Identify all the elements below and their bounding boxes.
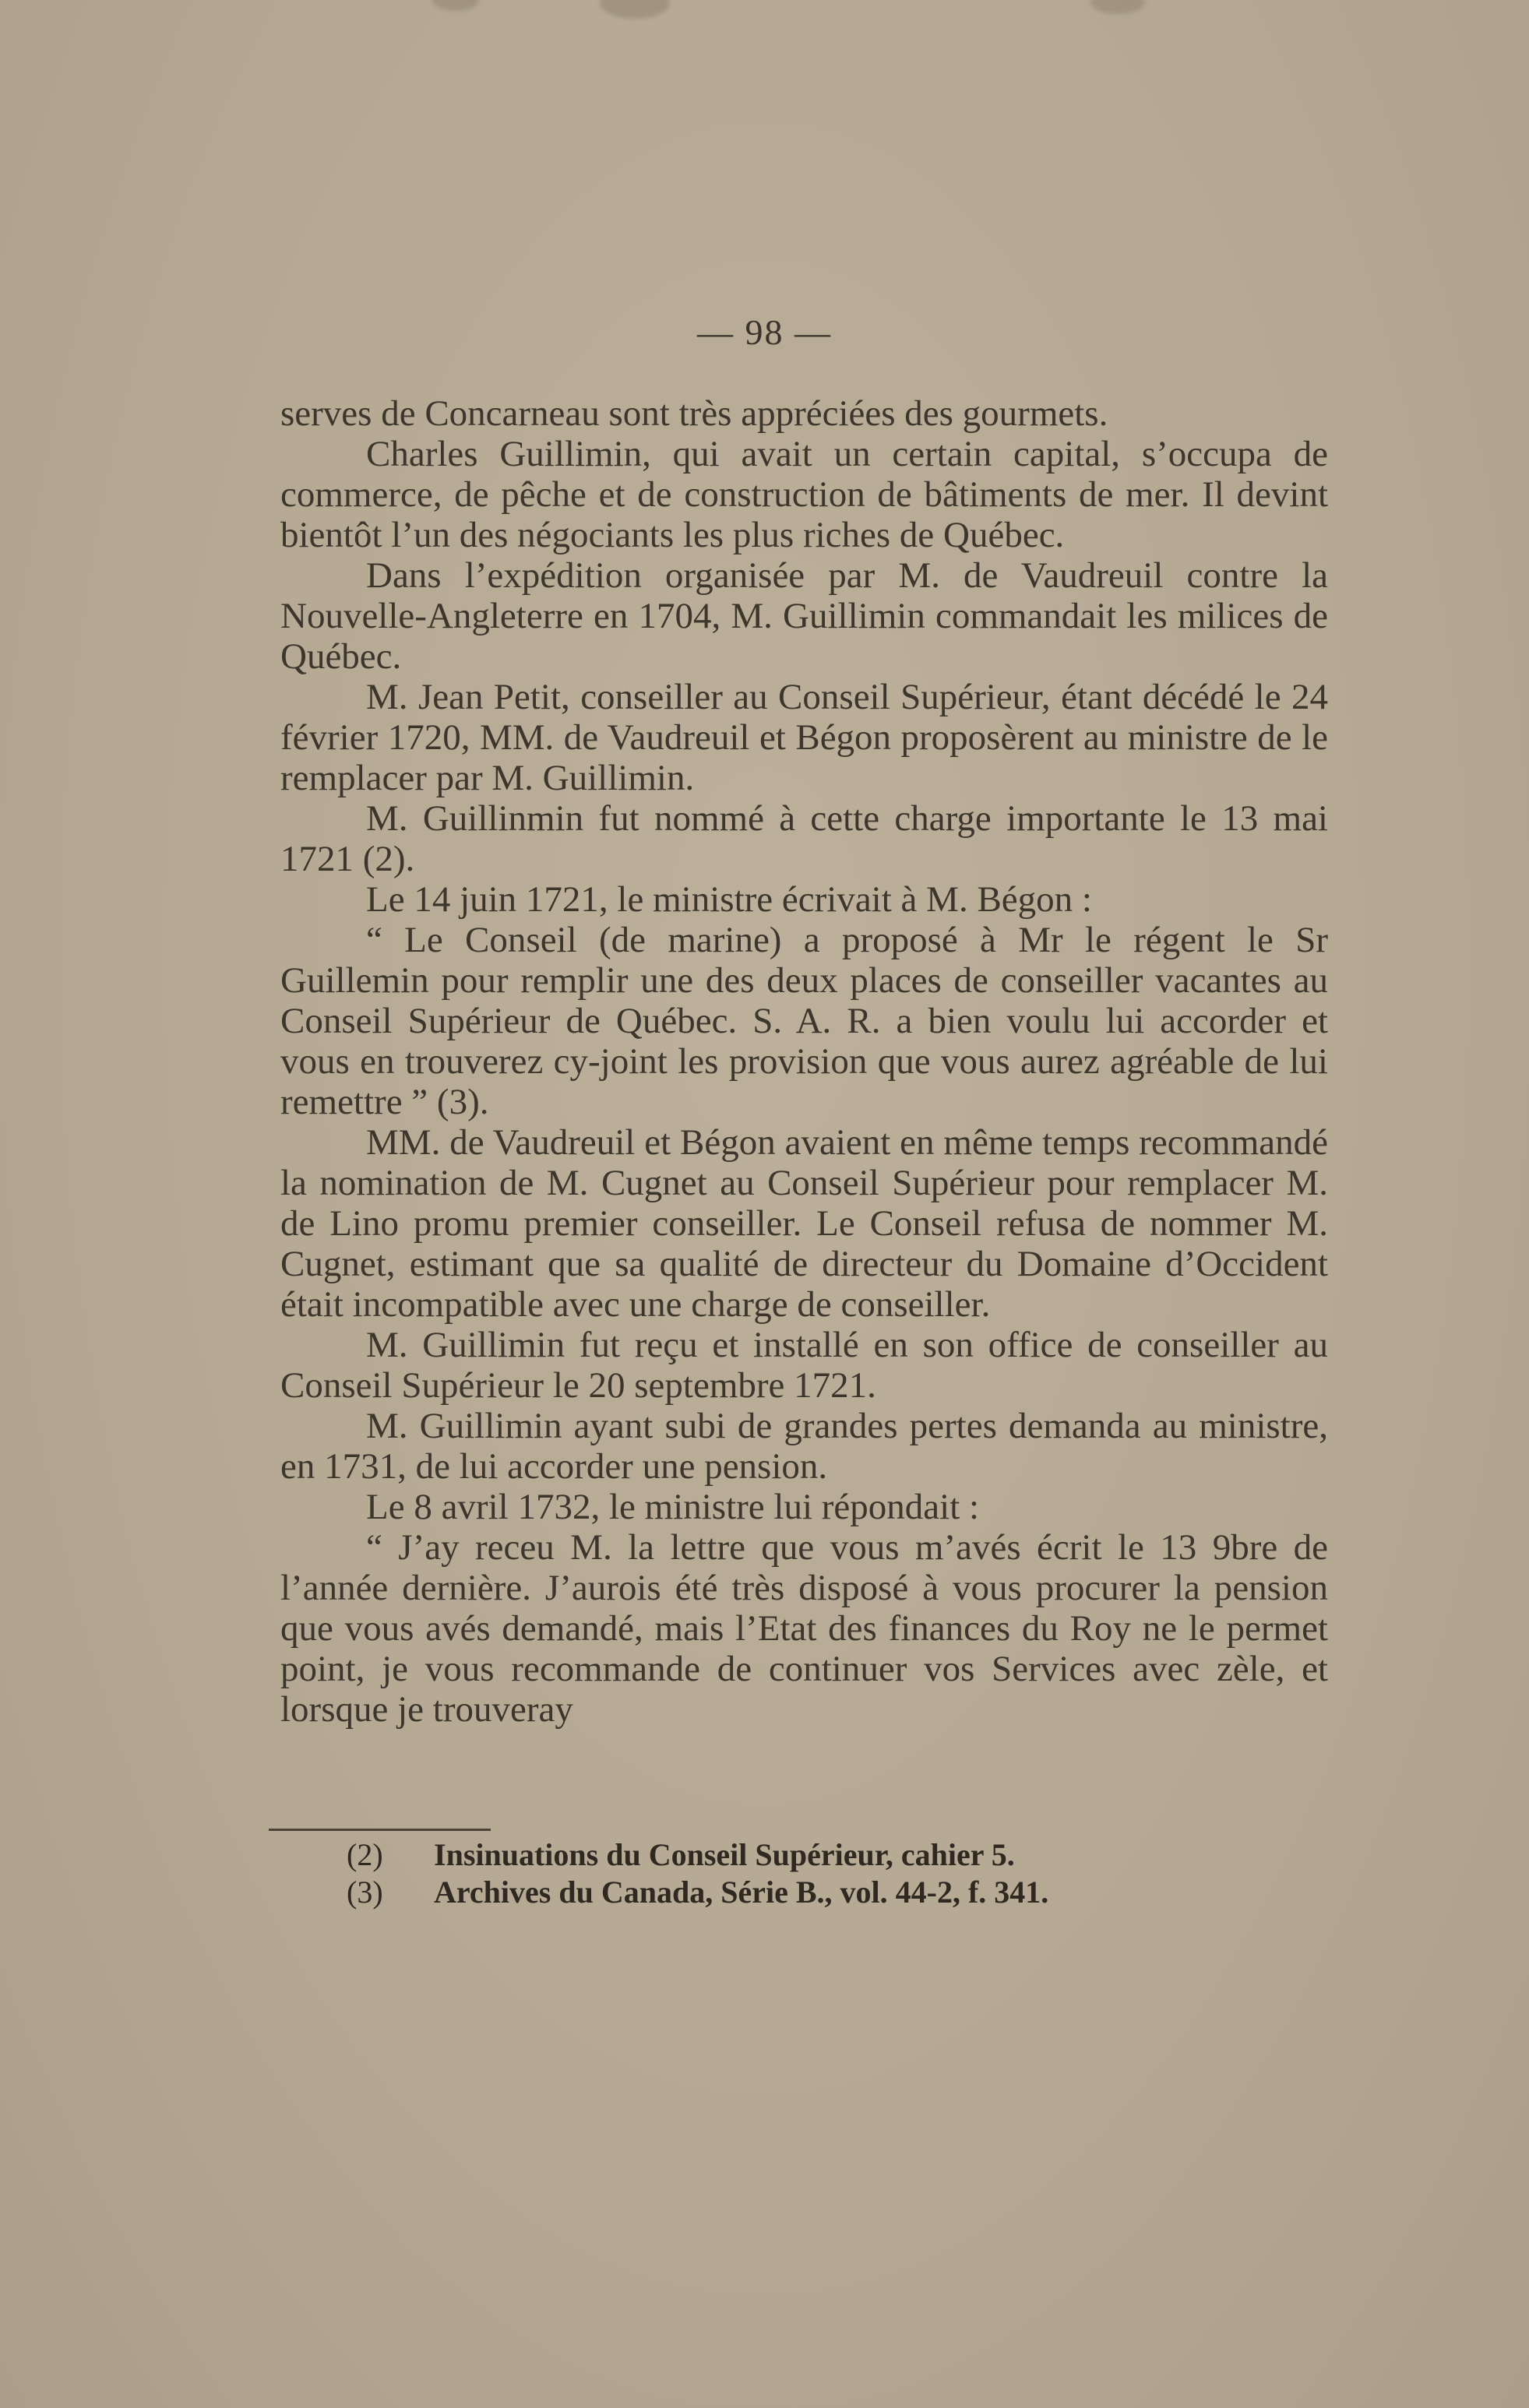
paragraph: Dans l’expédition organisée par M. de Vaudreuil contre la Nouvelle-Angleterre en 1704, M. Guillimin commandait les milices de Québec. bbox=[280, 555, 1328, 677]
paragraph: M. Guillimin fut reçu et installé en son office de conseiller au Conseil Supérieur le 20 septembre 1721. bbox=[280, 1325, 1328, 1406]
body-text bbox=[280, 393, 1328, 1730]
footnote bbox=[347, 1874, 1281, 1911]
paragraph: M. Guillimin ayant subi de grandes pertes demanda au ministre, en 1731, de lui accorder une pension. bbox=[280, 1406, 1328, 1487]
footnote-text: Insinuations du Conseil Supérieur, cahier 5. bbox=[434, 1837, 1015, 1872]
paper-stain bbox=[1090, 0, 1145, 14]
footnote bbox=[347, 1836, 1281, 1874]
footnote-text: Archives du Canada, Série B., vol. 44-2, f. 341. bbox=[434, 1875, 1049, 1910]
paper-stain bbox=[432, 0, 479, 11]
footnote-number: (2) bbox=[347, 1837, 383, 1872]
paragraph: MM. de Vaudreuil et Bégon avaient en même temps recommandé la nomination de M. Cugnet au Conseil Supérieur pour remplacer M. de Lino promu premier conseiller. Le Conseil refusa de nommer M. Cugnet, estimant que sa qualité de directeur du Domaine d’Occident était incompatible avec une charge de conseiller. bbox=[280, 1122, 1328, 1325]
paragraph: Le 8 avril 1732, le ministre lui répondait : bbox=[366, 1487, 980, 1527]
paragraph: “ Le Conseil (de marine) a proposé à Mr le régent le Sr Guillemin pour remplir une des deux places de conseiller vacantes au Conseil Supérieur de Québec. S. A. R. a bien voulu lui accorder et vous en trouverez cy-joint les provision que vous aurez agréable de lui remettre ” (3). bbox=[280, 920, 1328, 1122]
paper-stain bbox=[600, 0, 670, 19]
footnote-divider bbox=[269, 1829, 491, 1831]
paragraph: Le 14 juin 1721, le ministre écrivait à M. Bégon : bbox=[366, 879, 1092, 920]
paragraph: “ J’ay receu M. la lettre que vous m’avés écrit le 13 9bre de l’année dernière. J’aurois été très disposé à vous procurer la pension que vous avés demandé, mais l’Etat des finances du Roy ne le permet point, je vous recommande de continuer vos Services avec zèle, et lorsque je trouveray bbox=[280, 1527, 1328, 1730]
footnote-number: (3) bbox=[347, 1875, 383, 1910]
page-number: — 98 — bbox=[697, 312, 832, 352]
paragraph: Charles Guillimin, qui avait un certain capital, s’occupa de commerce, de pêche et de construction de bâtiments de mer. Il devint bientôt l’un des négociants les plus riches de Québec. bbox=[280, 434, 1328, 555]
paragraph: M. Jean Petit, conseiller au Conseil Supérieur, étant décédé le 24 février 1720, MM. de Vaudreuil et Bégon proposèrent au ministre de le remplacer par M. Guillimin. bbox=[280, 677, 1328, 798]
footnotes bbox=[347, 1836, 1281, 1911]
paragraph: serves de Concarneau sont très appréciées des gourmets. bbox=[280, 393, 1108, 434]
paragraph: M. Guillinmin fut nommé à cette charge importante le 13 mai 1721 (2). bbox=[280, 798, 1328, 879]
